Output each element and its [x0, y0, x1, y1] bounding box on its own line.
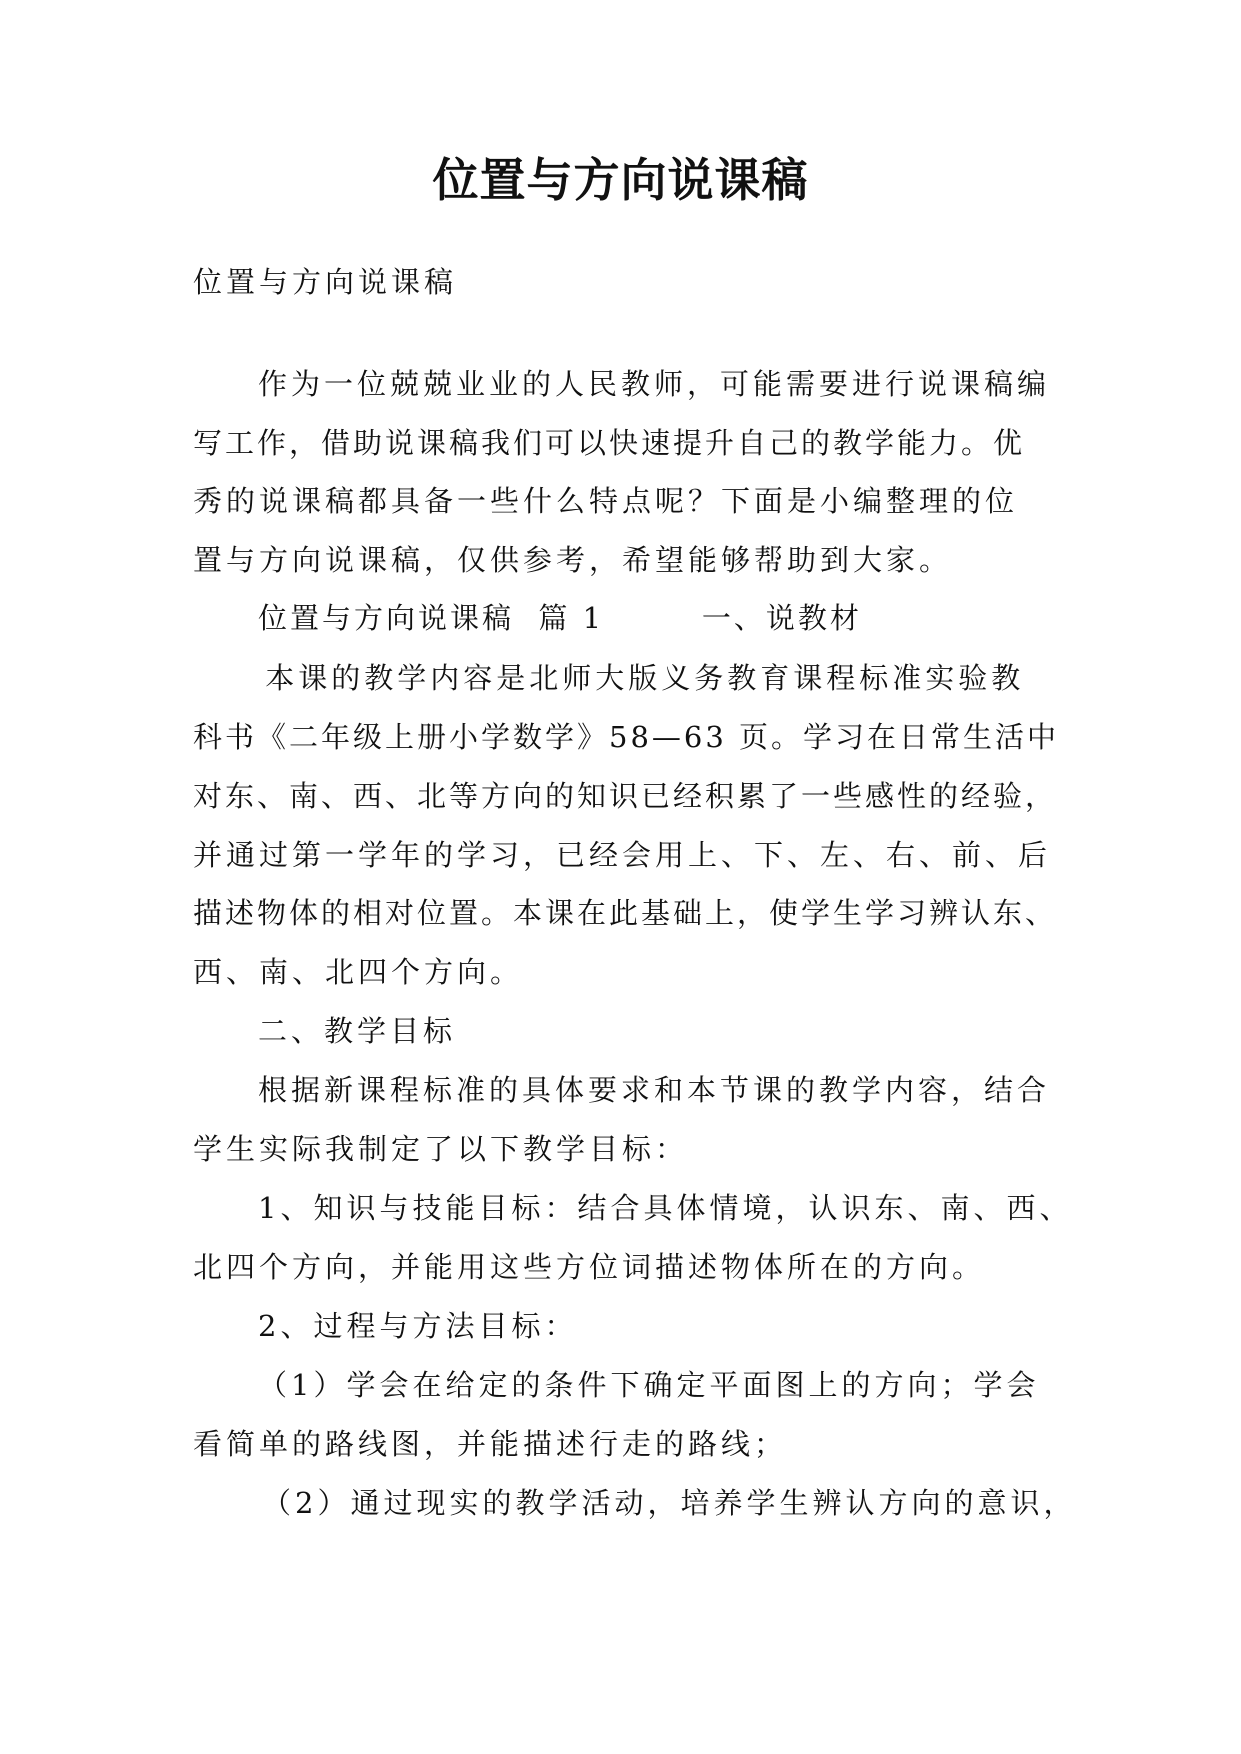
document-title: 位置与方向说课稿 [432, 153, 809, 207]
paragraph-line: 看简单的路线图，并能描述行走的路线； [193, 1427, 788, 1461]
paragraph-line: （1）学会在给定的条件下确定平面图上的方向；学会 [258, 1368, 1040, 1402]
paragraph-line: 并通过第一学年的学习，已经会用上、下、左、右、前、后 [193, 838, 1052, 872]
paragraph-line: 置与方向说课稿，仅供参考，希望能够帮助到大家。 [193, 543, 953, 577]
document-subtitle: 位置与方向说课稿 [193, 265, 458, 299]
paragraph-line: 本课的教学内容是北师大版义务教育课程标准实验教 [252, 661, 1025, 695]
paragraph-line: 对东、南、西、北等方向的知识已经积累了一些感性的经验， [193, 779, 1058, 813]
paragraph-line: （2）通过现实的教学活动，培养学生辨认方向的意识， [262, 1486, 1077, 1520]
section-heading-line: 位置与方向说课稿 篇 1 一、说教材 [258, 601, 862, 635]
paragraph-line: 学生实际我制定了以下教学目标： [193, 1132, 689, 1166]
paragraph-line: 描述物体的相对位置。本课在此基础上，使学生学习辨认东、 [193, 896, 1058, 930]
paragraph-line: 作为一位兢兢业业的人民教师，可能需要进行说课稿编 [258, 367, 1051, 401]
paragraph-line: 科书《二年级上册小学数学》58—63 页。学习在日常生活中 [193, 720, 1060, 754]
paragraph-line: 北四个方向，并能用这些方位词描述物体所在的方向。 [193, 1250, 986, 1284]
paragraph-line: 1、知识与技能目标：结合具体情境，认识东、南、西、 [258, 1191, 1073, 1225]
paragraph-line: 2、过程与方法目标： [258, 1309, 578, 1343]
paragraph-line: 根据新课程标准的具体要求和本节课的教学内容，结合 [258, 1073, 1051, 1107]
section-heading: 二、教学目标 [258, 1014, 457, 1048]
paragraph-line: 写工作，借助说课稿我们可以快速提升自己的教学能力。优 [193, 426, 1026, 460]
paragraph-line: 西、南、北四个方向。 [193, 955, 524, 989]
paragraph-line: 秀的说课稿都具备一些什么特点呢？下面是小编整理的位 [193, 484, 1019, 518]
